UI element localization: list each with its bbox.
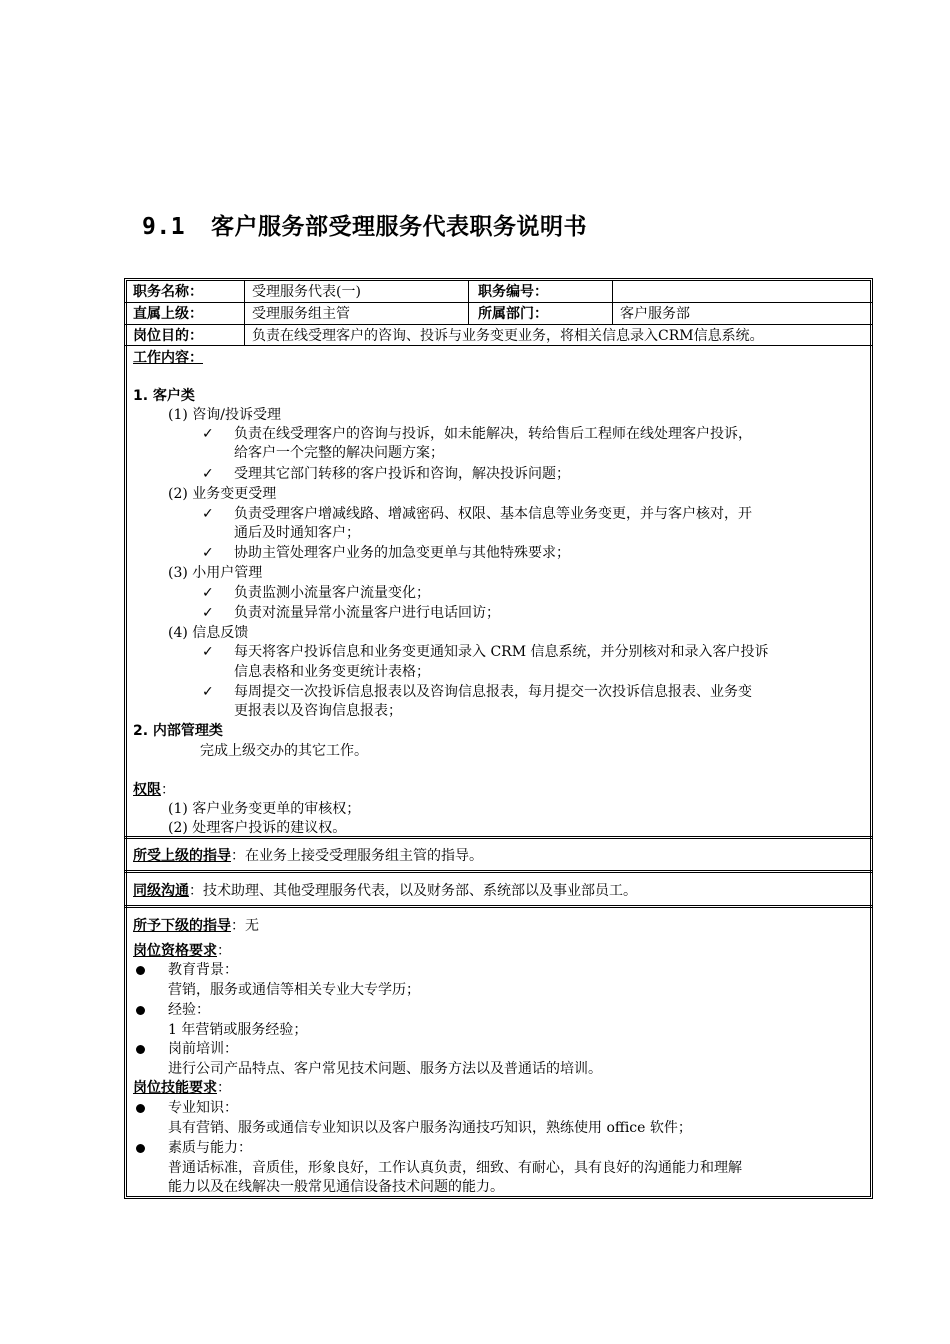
authority-colon: ： — [161, 782, 175, 798]
section-number: 9.1 — [142, 214, 186, 240]
knowledge-value: 具有营销、服务或通信专业知识以及客户服务沟通技巧知识，熟练使用 office 软件； — [168, 1120, 692, 1136]
row-divider — [124, 905, 873, 908]
item-inquiry: (1) 咨询/投诉受理 — [168, 407, 281, 423]
bullet-text: 负责在线受理客户的咨询与投诉，如未能解决，转给售后工程师在线处理客户投诉， — [234, 426, 752, 442]
qualification-colon: ： — [217, 943, 231, 959]
guidance-up-row — [133, 847, 483, 866]
bullet-dot-icon — [136, 1144, 145, 1153]
purpose-value: 负责在线受理客户的咨询、投诉与业务变更业务，将相关信息录入CRM信息系统。 — [252, 328, 764, 344]
authority-label: 权限 — [133, 782, 161, 798]
ability-label: 素质与能力： — [168, 1140, 252, 1156]
work-content-heading: 工作内容： — [133, 350, 203, 366]
check-icon: ✓ — [202, 644, 214, 660]
item-feedback: (4) 信息反馈 — [168, 625, 249, 641]
section-internal: 2. 内部管理类 — [133, 723, 223, 739]
education-value: 营销，服务或通信等相关专业大专学历； — [168, 982, 420, 998]
bullet-text: 负责监测小流量客户流量变化； — [234, 585, 430, 601]
job-name-label: 职务名称： — [133, 284, 203, 300]
item-business-change: (2) 业务变更受理 — [168, 486, 277, 502]
bullet-dot-icon — [136, 966, 145, 975]
purpose-label: 岗位目的： — [133, 328, 203, 344]
bullet-dot-icon — [136, 1104, 145, 1113]
experience-value: 1 年营销或服务经验； — [168, 1022, 308, 1038]
training-value: 进行公司产品特点、客户常见技术问题、服务方法以及普通话的培训。 — [168, 1061, 602, 1077]
skills-colon: ： — [217, 1080, 231, 1096]
bullet-text: 更报表以及咨询信息报表； — [234, 703, 402, 719]
bullet-text: 负责对流量异常小流量客户进行电话回访； — [234, 605, 500, 621]
bullet-text: 受理其它部门转移的客户投诉和咨询，解决投诉问题； — [234, 466, 570, 482]
department-value: 客户服务部 — [620, 306, 690, 322]
bullet-text: 负责受理客户增减线路、增减密码、权限、基本信息等业务变更，并与客户核对，开 — [234, 506, 752, 522]
ability-value: 能力以及在线解决一般常见通信设备技术问题的能力。 — [168, 1179, 504, 1195]
bullet-text: 给客户一个完整的解决问题方案； — [234, 445, 444, 461]
education-label: 教育背景： — [168, 962, 238, 978]
row-divider — [124, 324, 873, 325]
bullet-text: 每天将客户投诉信息和业务变更通知录入 CRM 信息系统，并分别核对和录入客户投诉 — [234, 644, 769, 660]
experience-label: 经验： — [168, 1002, 210, 1018]
peer-label: 同级沟通 — [133, 883, 189, 899]
document-title — [142, 208, 587, 241]
qualification-label: 岗位资格要求 — [133, 943, 217, 959]
row-divider — [124, 302, 873, 303]
authority-heading — [133, 781, 175, 800]
row-divider — [124, 870, 873, 873]
skills-label: 岗位技能要求 — [133, 1080, 217, 1096]
check-icon: ✓ — [202, 605, 214, 621]
authority-item: (2) 处理客户投诉的建议权。 — [168, 820, 347, 836]
guidance-up-label: 所受上级的指导 — [133, 848, 231, 864]
guidance-down-label: 所予下级的指导 — [133, 918, 231, 934]
job-name-value: 受理服务代表(一) — [252, 284, 361, 300]
knowledge-label: 专业知识： — [168, 1100, 238, 1116]
bullet-dot-icon — [136, 1045, 145, 1054]
authority-item: (1) 客户业务变更单的审核权； — [168, 801, 361, 817]
guidance-down-row — [133, 917, 259, 936]
check-icon: ✓ — [202, 426, 214, 442]
qualification-heading — [133, 942, 231, 961]
bullet-text: 每周提交一次投诉信息报表以及咨询信息报表，每月提交一次投诉信息报表、业务变 — [234, 684, 752, 700]
peer-value: ：技术助理、其他受理服务代表，以及财务部、系统部以及事业部员工。 — [189, 883, 637, 899]
bullet-text: 信息表格和业务变更统计表格； — [234, 664, 430, 680]
title-text: 客户服务部受理服务代表职务说明书 — [211, 214, 588, 240]
check-icon: ✓ — [202, 466, 214, 482]
department-label: 所属部门： — [478, 306, 548, 322]
skills-heading — [133, 1079, 231, 1098]
superior-label: 直属上级： — [133, 306, 203, 322]
column-divider — [468, 280, 469, 325]
column-divider — [244, 280, 245, 346]
bullet-text: 通后及时通知客户； — [234, 525, 360, 541]
job-number-label: 职务编号： — [478, 284, 548, 300]
training-label: 岗前培训： — [168, 1041, 238, 1057]
bullet-dot-icon — [136, 1006, 145, 1015]
section-customer: 1. 客户类 — [133, 388, 195, 404]
column-divider — [612, 280, 613, 325]
check-icon: ✓ — [202, 585, 214, 601]
check-icon: ✓ — [202, 506, 214, 522]
check-icon: ✓ — [202, 684, 214, 700]
guidance-up-value: ：在业务上接受受理服务组主管的指导。 — [231, 848, 483, 864]
item-small-user: (3) 小用户管理 — [168, 565, 263, 581]
superior-value: 受理服务组主管 — [252, 306, 350, 322]
peer-row — [133, 882, 637, 901]
bullet-text: 协助主管处理客户业务的加急变更单与其他特殊要求； — [234, 545, 570, 561]
internal-text: 完成上级交办的其它工作。 — [200, 743, 368, 759]
ability-value: 普通话标准，音质佳，形象良好，工作认真负责，细致、有耐心，具有良好的沟通能力和理解 — [168, 1160, 742, 1176]
guidance-down-value: ：无 — [231, 918, 259, 934]
check-icon: ✓ — [202, 545, 214, 561]
